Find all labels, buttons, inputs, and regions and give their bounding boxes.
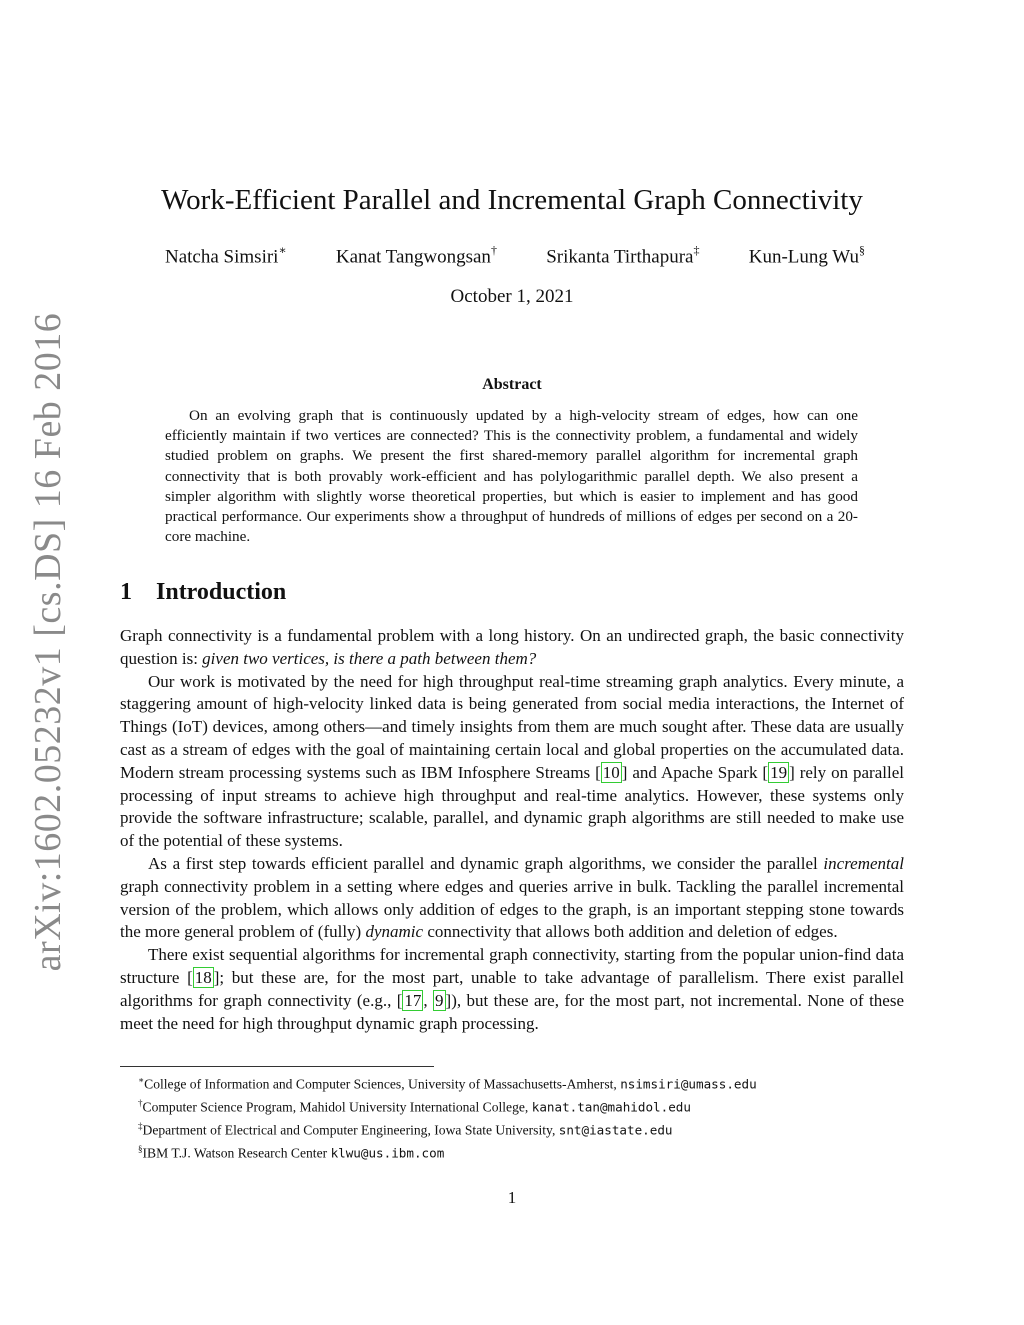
paragraph-text: ] rely on parallel processing of input streams to achieve high throughput and real-time analytics. However, these systems only provide the software infrastructure; scalable, parallel, and dynamic graph algorithms are still needed to make use of the potential of these systems. (120, 762, 904, 851)
footnote-mark: ‡ (138, 1121, 143, 1132)
abstract-body: On an evolving graph that is continuously updated by a high-velocity stream of edges, how can one efficiently maintain if two vertices are connected? This is the connectivity problem, a fundamental and widely studied problem on graphs. We present the first shared-memory parallel algorithm for incremental graph connectivity that is both provably work-efficient and has polylogarithmic parallel depth. We also present a simpler algorithm with slightly worse theoretical properties, but which is easier to implement and has good practical performance. Our experiments show a throughput of hundreds of millions of edges per second on a 20-core machine. (165, 407, 858, 546)
footnote-text: Department of Electrical and Computer Engineering, Iowa State University, (142, 1122, 559, 1138)
author-mark: ‡ (693, 243, 700, 257)
footnote-4 (138, 1140, 918, 1163)
author-name: Kun-Lung Wu (748, 246, 859, 268)
author-name: Kanat Tangwongsan (335, 246, 491, 268)
citation-link[interactable]: 18 (194, 967, 212, 987)
footnotes (138, 1071, 918, 1164)
footnote-text: Computer Science Program, Mahidol University International College, (142, 1099, 532, 1115)
paragraph-text: There exist sequential algorithms for incremental graph connectivity, starting from the popular union-find data structure [ (120, 945, 904, 987)
footnote-email[interactable]: nsimsiri@umass.edu (620, 1076, 757, 1092)
emphasis-text: given two vertices, is there a path between them? (202, 648, 537, 668)
footnote-1 (138, 1071, 918, 1094)
section-heading (120, 579, 286, 606)
footnote-rule (120, 1066, 434, 1067)
page-number: 1 (507, 1188, 517, 1207)
paragraph-2 (120, 671, 904, 853)
footnote-3 (138, 1117, 918, 1140)
paper-date: October 1, 2021 (450, 286, 574, 307)
citation-link[interactable]: 17 (404, 990, 422, 1010)
arxiv-stamp: arXiv:1602.05232v1 [cs.DS] 16 Feb 2016 (27, 312, 69, 972)
section-number: 1 (120, 579, 132, 605)
paragraph-4 (120, 944, 904, 1035)
footnote-email[interactable]: snt@iastate.edu (558, 1122, 673, 1138)
citation-separator: , (423, 990, 434, 1010)
author-name: Srikanta Tirthapura (546, 246, 694, 268)
footnote-mark: ∗ (138, 1075, 145, 1085)
emphasis-text: dynamic (365, 922, 424, 942)
author-1 (165, 244, 287, 272)
author-3 (546, 244, 699, 272)
paragraph-text: Graph connectivity is a fundamental problem with a long history. On an undirected graph, the basic connectivity question is: (120, 626, 904, 668)
introduction-body (120, 625, 904, 1035)
emphasis-text: incremental (823, 853, 904, 873)
paragraph-text: ]), but these are, for the most part, not incremental. None of these meet the need for high throughput dynamic graph processing. (120, 990, 905, 1033)
author-2 (336, 244, 497, 272)
paragraph-1 (120, 625, 904, 671)
footnote-mark: † (138, 1098, 143, 1109)
footnote-mark: § (138, 1144, 143, 1155)
paragraph-text: connectivity that allows both addition and deletion of edges. (423, 922, 838, 942)
paragraph-3 (120, 853, 904, 944)
author-list (165, 244, 865, 272)
abstract-heading: Abstract (482, 376, 542, 393)
paragraph-text: ] and Apache Spark [ (621, 762, 769, 782)
author-name: Natcha Simsiri (165, 246, 279, 268)
author-mark: ∗ (278, 243, 287, 257)
paragraph-text: Our work is motivated by the need for high throughput real-time streaming graph analytics. Every minute, a staggering amount of high-velocity linked data is being generated from social media interactions, the Internet of Things (IoT) devices, among others—and timely insights from them are much sought after. These data are usually cast as a stream of edges with the goal of maintaining certain local and global properties on the accumulated data. Modern stream processing systems such as IBM Infosphere Streams [ (120, 671, 904, 782)
author-4 (749, 244, 865, 272)
paper-title: Work-Efficient Parallel and Incremental Graph Connectivity (161, 184, 863, 216)
paragraph-text: graph connectivity problem in a setting where edges and queries arrive in bulk. Tackling the parallel incremental version of the problem, which allows only addition of edges to the graph, is an important stepping stone towards the more general problem of (fully) (120, 876, 904, 942)
paragraph-text: ]; but these are, for the most part, unable to take advantage of parallelism. There exist parallel algorithms for graph connectivity (e.g., [ (120, 967, 904, 1010)
footnote-email[interactable]: klwu@us.ibm.com (330, 1145, 445, 1161)
citation-link[interactable]: 19 (770, 762, 788, 782)
author-mark: † (490, 243, 497, 257)
paragraph-text: As a first step towards efficient parallel and dynamic graph algorithms, we consider the parallel (148, 853, 824, 873)
citation-link[interactable]: 9 (435, 990, 444, 1010)
footnote-text: IBM T.J. Watson Research Center (142, 1145, 331, 1161)
footnote-text: College of Information and Computer Sciences, University of Massachusetts-Amherst, (144, 1076, 621, 1092)
citation-link[interactable]: 10 (602, 762, 620, 782)
footnote-2 (138, 1094, 918, 1117)
author-mark: § (858, 243, 865, 257)
section-title: Introduction (156, 579, 287, 605)
footnote-email[interactable]: kanat.tan@mahidol.edu (531, 1099, 691, 1115)
